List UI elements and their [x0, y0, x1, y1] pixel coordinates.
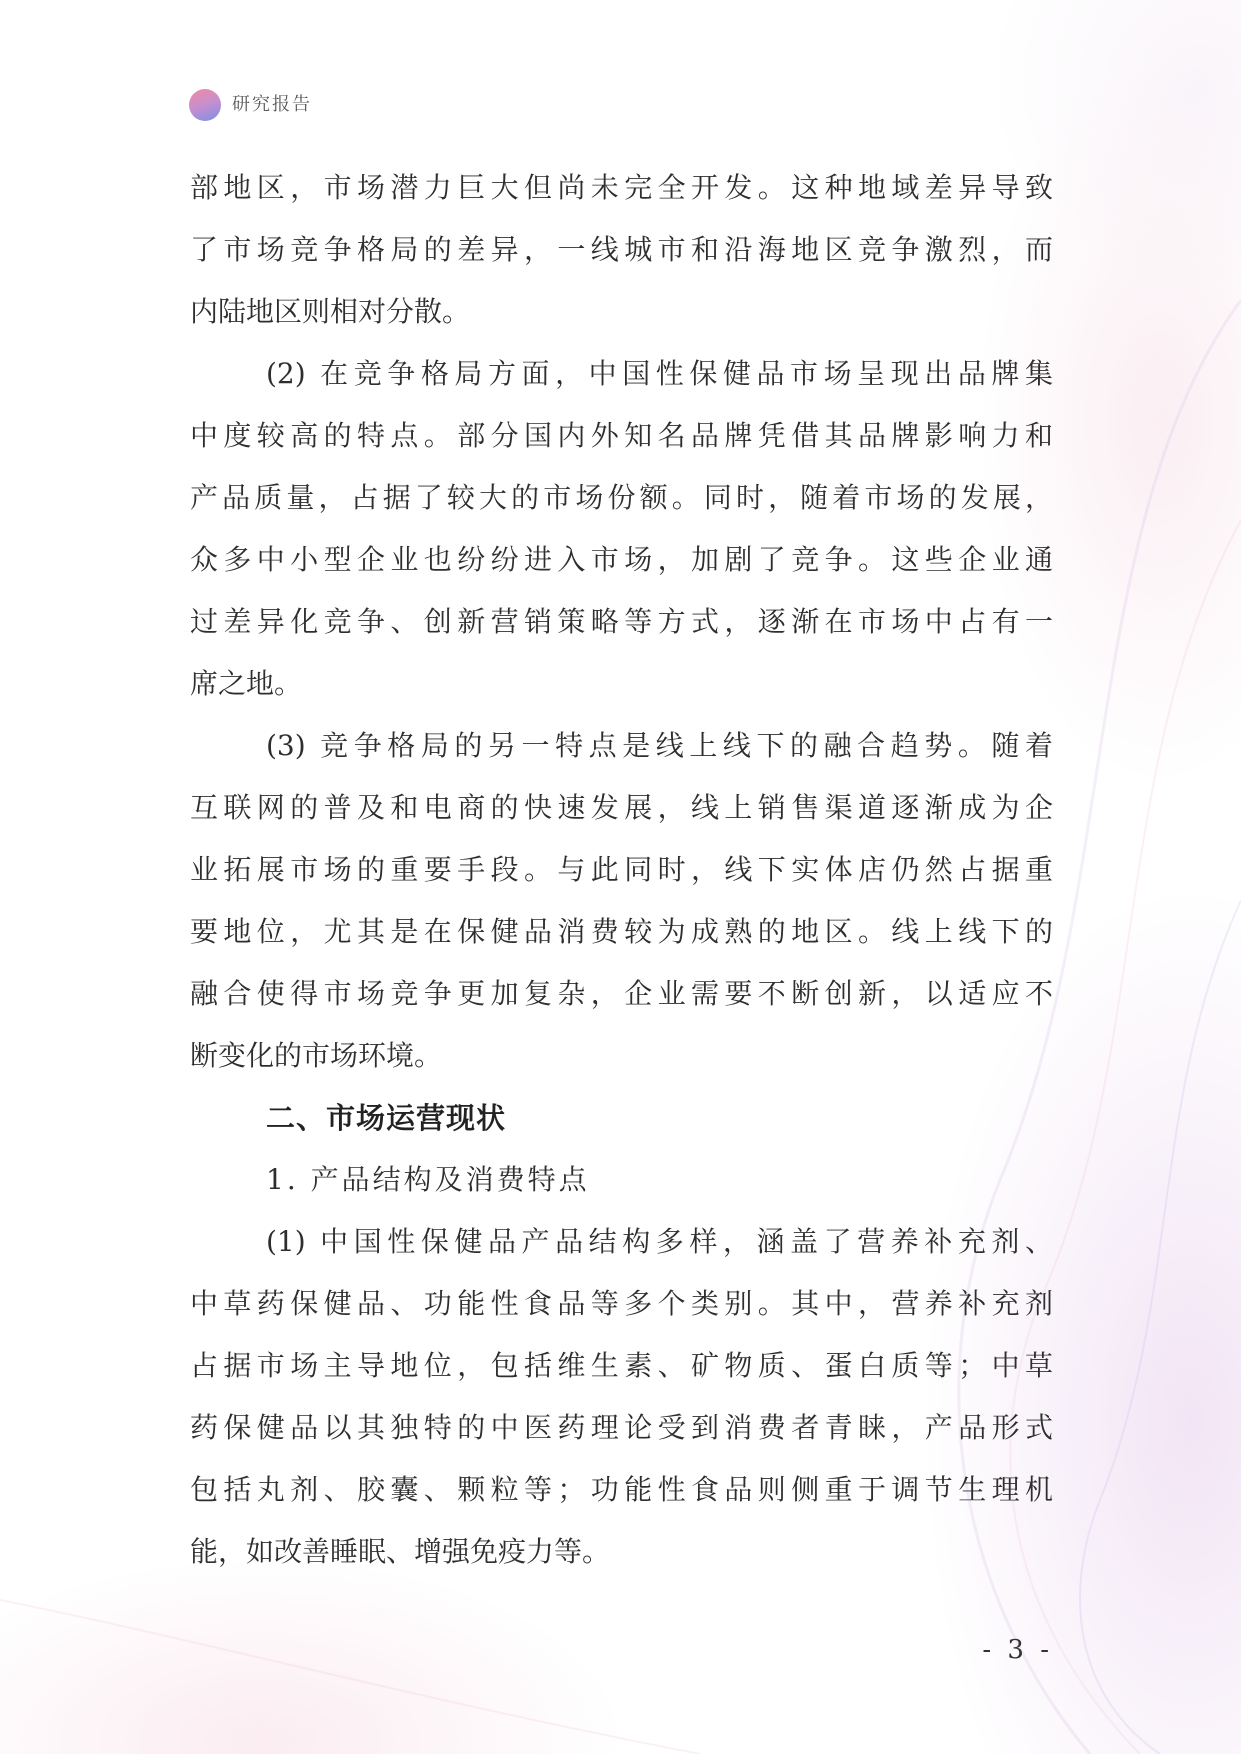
paragraph	[190, 1211, 1053, 1583]
header-title: 研究报告	[232, 94, 312, 115]
section-heading: 二、市场运营现状	[266, 1101, 507, 1135]
text-line: 产品质量，占据了较大的市场份额。同时，随着市场的发展，	[190, 481, 1053, 514]
text-line: 席之地。	[190, 667, 303, 700]
text-line: 中草药保健品、功能性食品等多个类别。其中，营养补充剂	[190, 1287, 1053, 1320]
text-line: 能，如改善睡眠、增强免疫力等。	[190, 1535, 611, 1568]
text-line: 断变化的市场环境。	[190, 1039, 443, 1072]
text-line: 内陆地区则相对分散。	[190, 295, 471, 328]
subsection-heading: 1. 产品结构及消费特点	[266, 1163, 590, 1196]
paragraph	[190, 343, 1053, 715]
page-number: - 3 -	[982, 1635, 1053, 1665]
text-line: 了市场竞争格局的差异，一线城市和沿海地区竞争激烈，而	[190, 233, 1053, 266]
text-line: 包括丸剂、胶囊、颗粒等；功能性食品则侧重于调节生理机	[190, 1473, 1053, 1506]
report-logo-icon	[189, 89, 221, 121]
document-body	[190, 157, 1053, 1583]
text-line: 占据市场主导地位，包括维生素、矿物质、蛋白质等；中草	[190, 1349, 1053, 1382]
text-line: (1) 中国性保健品产品结构多样，涵盖了营养补充剂、	[266, 1225, 1053, 1258]
text-line: 过差异化竞争、创新营销策略等方式，逐渐在市场中占有一	[190, 605, 1053, 638]
paragraph	[190, 715, 1053, 1087]
text-line: 部地区，市场潜力巨大但尚未完全开发。这种地域差异导致	[190, 171, 1053, 204]
text-line: (2) 在竞争格局方面，中国性保健品市场呈现出品牌集	[266, 357, 1053, 390]
text-line: 互联网的普及和电商的快速发展，线上销售渠道逐渐成为企	[190, 791, 1053, 824]
text-line: 药保健品以其独特的中医药理论受到消费者青睐，产品形式	[190, 1411, 1053, 1444]
text-line: 要地位，尤其是在保健品消费较为成熟的地区。线上线下的	[190, 915, 1053, 948]
text-line: (3) 竞争格局的另一特点是线上线下的融合趋势。随着	[266, 729, 1053, 762]
text-line: 众多中小型企业也纷纷进入市场，加剧了竞争。这些企业通	[190, 543, 1053, 576]
paragraph	[190, 157, 1053, 343]
text-line: 中度较高的特点。部分国内外知名品牌凭借其品牌影响力和	[190, 419, 1053, 452]
text-line: 业拓展市场的重要手段。与此同时，线下实体店仍然占据重	[190, 853, 1053, 886]
text-line: 融合使得市场竞争更加复杂，企业需要不断创新，以适应不	[190, 977, 1053, 1010]
